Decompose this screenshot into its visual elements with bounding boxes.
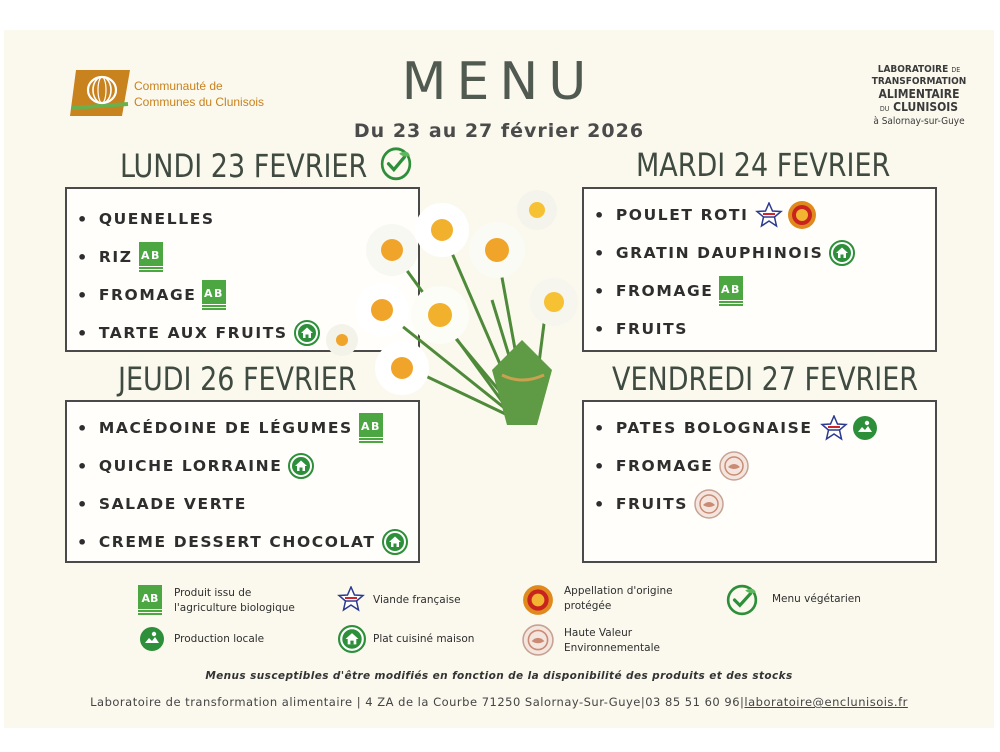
monday-title-text: LUNDI 23 FEVRIER bbox=[120, 147, 368, 186]
homemade-house-icon bbox=[382, 529, 408, 555]
list-item: • SALADE VERTE bbox=[77, 494, 247, 514]
homemade-house-icon bbox=[288, 453, 314, 479]
legend-hve bbox=[564, 626, 660, 656]
french-meat-icon bbox=[754, 202, 784, 228]
local-production-icon bbox=[852, 415, 878, 441]
monday-title bbox=[120, 147, 412, 186]
hve-seal-icon bbox=[694, 489, 724, 519]
list-item: • QUENELLES bbox=[77, 209, 215, 229]
lab-logo-line5: à Salornay-sur-Guye bbox=[873, 116, 965, 127]
french-meat-icon bbox=[819, 415, 849, 441]
dish-name: RIZ bbox=[98, 248, 133, 266]
hve-seal-icon bbox=[719, 451, 749, 481]
lab-logo-line4 bbox=[864, 101, 974, 116]
list-item: • RIZ bbox=[67, 238, 418, 276]
dish-name: QUENELLES bbox=[98, 210, 215, 228]
dish-name: SALADE VERTE bbox=[98, 495, 247, 513]
friday-menu-box bbox=[582, 400, 937, 563]
lab-logo-line3: ALIMENTAIRE bbox=[878, 87, 960, 101]
tuesday-menu-box bbox=[582, 187, 937, 352]
footer-email-link[interactable]: laboratoire@enclunisois.fr bbox=[744, 695, 908, 709]
vegetarian-check-icon bbox=[380, 147, 412, 182]
list-item: • TARTE AUX FRUITS bbox=[67, 314, 418, 352]
legend-aop-line2: protégée bbox=[564, 600, 612, 612]
list-item: • GRATIN DAUPHINOIS bbox=[584, 234, 935, 272]
footer-address: Laboratoire de transformation alimentaire | 4 ZA de la Courbe 71250 Salornay-Sur-Guye|03 85 51 60 96| bbox=[90, 695, 745, 709]
legend-french-meat-icon bbox=[336, 586, 366, 612]
lab-logo-word-de: DE bbox=[951, 66, 961, 74]
homemade-house-icon bbox=[294, 320, 320, 346]
dish-name: TARTE AUX FRUITS bbox=[98, 324, 288, 342]
bio-ab-icon bbox=[139, 242, 163, 272]
lab-logo-word-du: DU bbox=[879, 105, 890, 113]
list-item: • FRUITS bbox=[594, 319, 689, 339]
tuesday-title: MARDI 24 FEVRIER bbox=[636, 146, 891, 185]
bio-ab-icon bbox=[719, 276, 743, 306]
ccc-logo-line1: Communauté de bbox=[134, 79, 223, 93]
legend-vegetarian-icon bbox=[726, 584, 758, 616]
bio-ab-icon bbox=[202, 280, 226, 310]
legend-bio-icon bbox=[138, 585, 162, 615]
menu-sheet bbox=[4, 30, 994, 728]
list-item: • FRUITS bbox=[584, 485, 935, 523]
aop-seal-icon bbox=[787, 200, 817, 230]
legend-vege: Menu végétarien bbox=[772, 593, 861, 605]
list-item: • CREME DESSERT CHOCOLAT bbox=[67, 523, 418, 561]
lab-logo-word-laboratoire: LABORATOIRE bbox=[877, 64, 949, 75]
lab-logo-line2: TRANSFORMATION bbox=[871, 76, 967, 87]
dish-name: FROMAGE bbox=[615, 282, 714, 300]
legend-local-icon bbox=[139, 626, 165, 652]
daffodil-bouquet-image bbox=[322, 190, 592, 440]
list-item: • QUICHE LORRAINE bbox=[67, 447, 418, 485]
page-title: MENU bbox=[401, 52, 597, 112]
list-item: • MACÉDOINE DE LÉGUMES bbox=[67, 409, 418, 447]
legend-bio bbox=[174, 586, 295, 616]
legend-hve-icon bbox=[522, 624, 554, 656]
legend-bio-line1: Produit issu de bbox=[174, 587, 252, 599]
dish-name: FRUITS bbox=[615, 495, 689, 513]
friday-title: VENDREDI 27 FEVRIER bbox=[612, 360, 919, 399]
laboratory-logo bbox=[864, 64, 974, 128]
list-item: • PATES BOLOGNAISE bbox=[584, 409, 935, 447]
dish-name: FROMAGE bbox=[615, 457, 714, 475]
dish-name: GRATIN DAUPHINOIS bbox=[615, 244, 824, 262]
dish-name: MACÉDOINE DE LÉGUMES bbox=[98, 419, 353, 437]
legend-local: Production locale bbox=[174, 633, 265, 645]
homemade-house-icon bbox=[829, 240, 855, 266]
legend-aop-icon bbox=[522, 584, 554, 616]
dish-name: QUICHE LORRAINE bbox=[98, 457, 283, 475]
dish-name: FROMAGE bbox=[98, 286, 197, 304]
legend-hve-line2: Environnementale bbox=[564, 642, 660, 654]
legend-aop-line1: Appellation d'origine bbox=[564, 585, 673, 597]
ccc-logo-line2: Communes du Clunisois bbox=[134, 95, 265, 109]
legend-homemade-icon bbox=[338, 625, 366, 653]
legend-maison: Plat cuisiné maison bbox=[373, 633, 475, 645]
list-item: • FROMAGE bbox=[584, 447, 935, 485]
dish-name: POULET ROTI bbox=[615, 206, 749, 224]
legend-aop bbox=[564, 584, 673, 614]
lab-logo-word-clunisois: CLUNISOIS bbox=[893, 100, 959, 114]
legend-hve-line1: Haute Valeur bbox=[564, 627, 633, 639]
legend-bio-line2: l'agriculture biologique bbox=[174, 602, 295, 614]
dish-name: FRUITS bbox=[615, 320, 689, 338]
list-item: • POULET ROTI bbox=[584, 196, 935, 234]
thursday-title: JEUDI 26 FEVRIER bbox=[118, 360, 357, 399]
dish-name: PATES BOLOGNAISE bbox=[615, 419, 813, 437]
lab-logo-line1 bbox=[864, 64, 974, 76]
dish-name: CREME DESSERT CHOCOLAT bbox=[98, 533, 376, 551]
legend-viande: Viande française bbox=[373, 594, 461, 606]
list-item: • FROMAGE bbox=[584, 272, 935, 310]
footer-contact bbox=[4, 695, 994, 709]
disclaimer-note: Menus susceptibles d'être modifiés en fonction de la disponibilité des produits et des stocks bbox=[205, 670, 793, 682]
list-item: • FROMAGE bbox=[67, 276, 418, 314]
date-range: Du 23 au 27 février 2026 bbox=[353, 120, 645, 142]
